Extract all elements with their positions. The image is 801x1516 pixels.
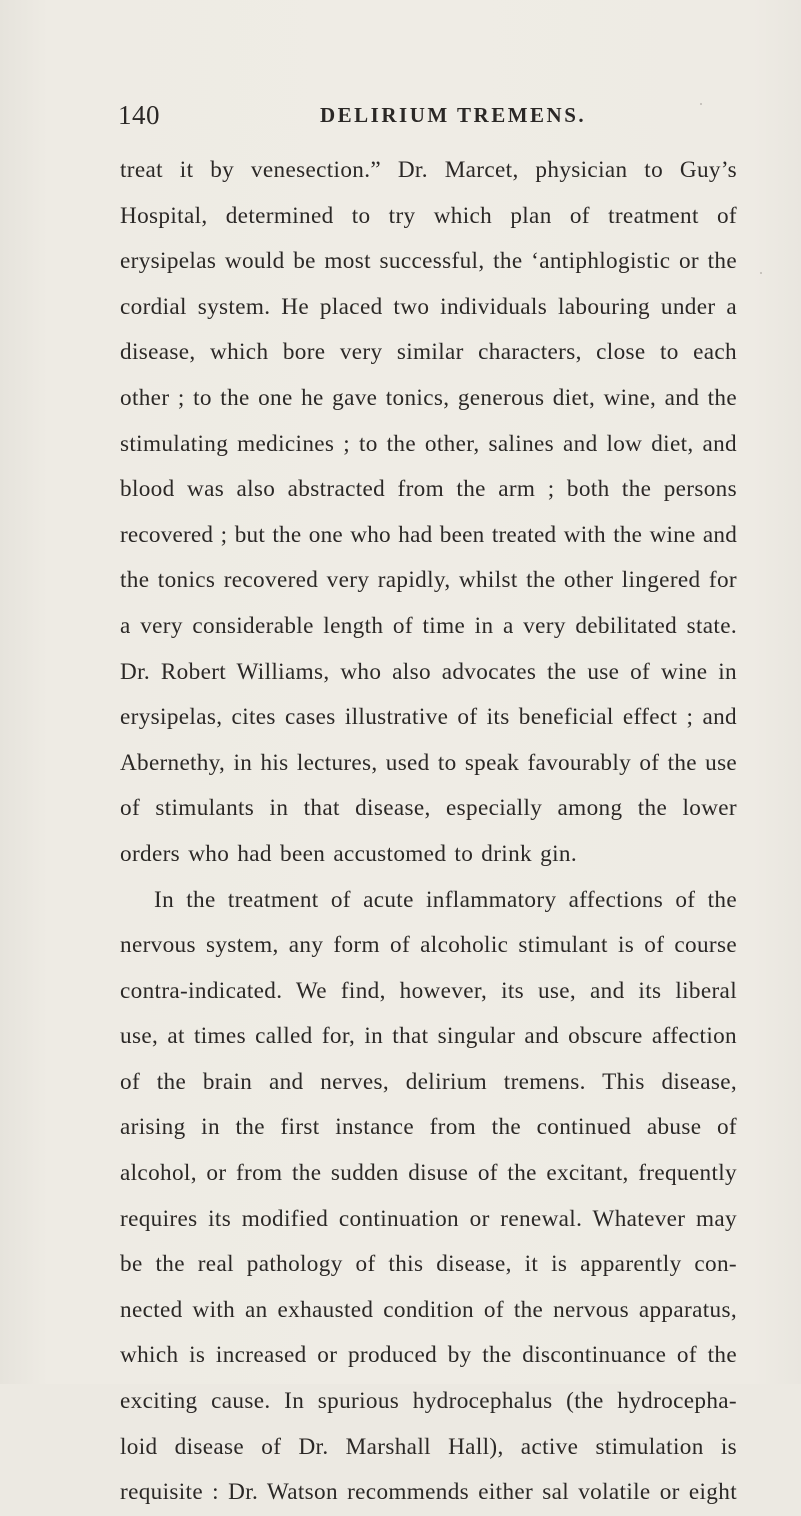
- text-line: In the treatment of acute inflammatory affections of the: [154, 886, 737, 913]
- text-line: exciting cause. In spurious hydrocephalus (the hydrocepha-: [120, 1388, 737, 1415]
- text-line: alcohol, or from the sudden disuse of the excitant, frequently: [120, 1160, 737, 1187]
- text-line: of the brain and nerves, delirium tremens. This disease,: [120, 1068, 737, 1095]
- text-line: contra-indicated. We find, however, its use, and its liberal: [120, 977, 737, 1004]
- text-line: requisite : Dr. Watson recommends either sal volatile or eight: [120, 1479, 737, 1506]
- text-line: cordial system. He placed two individuals labouring under a: [120, 293, 737, 320]
- text-line: Abernethy, in his lectures, used to speak favourably of the use: [120, 749, 737, 776]
- text-line: erysipelas would be most successful, the ‘antiphlogistic or the: [120, 248, 737, 275]
- text-line: nected with an exhausted condition of the nervous apparatus,: [120, 1296, 737, 1323]
- running-title: DELIRIUM TREMENS.: [320, 103, 587, 127]
- text-line: be the real pathology of this disease, it is apparently con-: [120, 1251, 737, 1278]
- running-head: [118, 100, 758, 134]
- text-line: Hospital, determined to try which plan of treatment of: [120, 202, 737, 229]
- text-line: requires its modified continuation or renewal. Whatever may: [120, 1205, 737, 1232]
- text-line: orders who had been accustomed to drink gin.: [120, 840, 577, 867]
- body-text: [120, 148, 737, 1516]
- text-line: disease, which bore very similar characters, close to each: [120, 339, 737, 366]
- paragraph-1: [120, 148, 737, 878]
- text-line: recovered ; but the one who had been treated with the wine and: [120, 521, 737, 548]
- text-line: use, at times called for, in that singular and obscure affection: [120, 1023, 737, 1050]
- text-line: treat it by venesection.” Dr. Marcet, physician to Guy’s: [120, 157, 737, 183]
- text-line: arising in the first instance from the continued abuse of: [120, 1114, 737, 1141]
- text-line: other ; to the one he gave tonics, generous diet, wine, and the: [120, 384, 737, 411]
- page-number: 140: [118, 100, 160, 130]
- text-line: blood was also abstracted from the arm ; both the persons: [120, 476, 737, 503]
- text-line: which is increased or produced by the discontinuance of the: [120, 1342, 737, 1369]
- text-line: the tonics recovered very rapidly, whilst the other lingered for: [120, 567, 737, 594]
- text-line: loid disease of Dr. Marshall Hall), active stimulation is: [120, 1433, 737, 1460]
- text-line: stimulating medicines ; to the other, salines and low diet, and: [120, 430, 737, 457]
- paper-speck: [700, 103, 702, 105]
- paper-speck: [760, 272, 762, 274]
- text-line: Dr. Robert Williams, who also advocates the use of wine in: [120, 658, 737, 685]
- text-line: a very considerable length of time in a very debilitated state.: [120, 612, 737, 639]
- text-line: of stimulants in that disease, especially among the lower: [120, 795, 737, 822]
- paragraph-2: [120, 878, 737, 1516]
- text-line: nervous system, any form of alcoholic stimulant is of course: [120, 932, 737, 959]
- text-line: erysipelas, cites cases illustrative of its beneficial effect ; and: [120, 704, 737, 731]
